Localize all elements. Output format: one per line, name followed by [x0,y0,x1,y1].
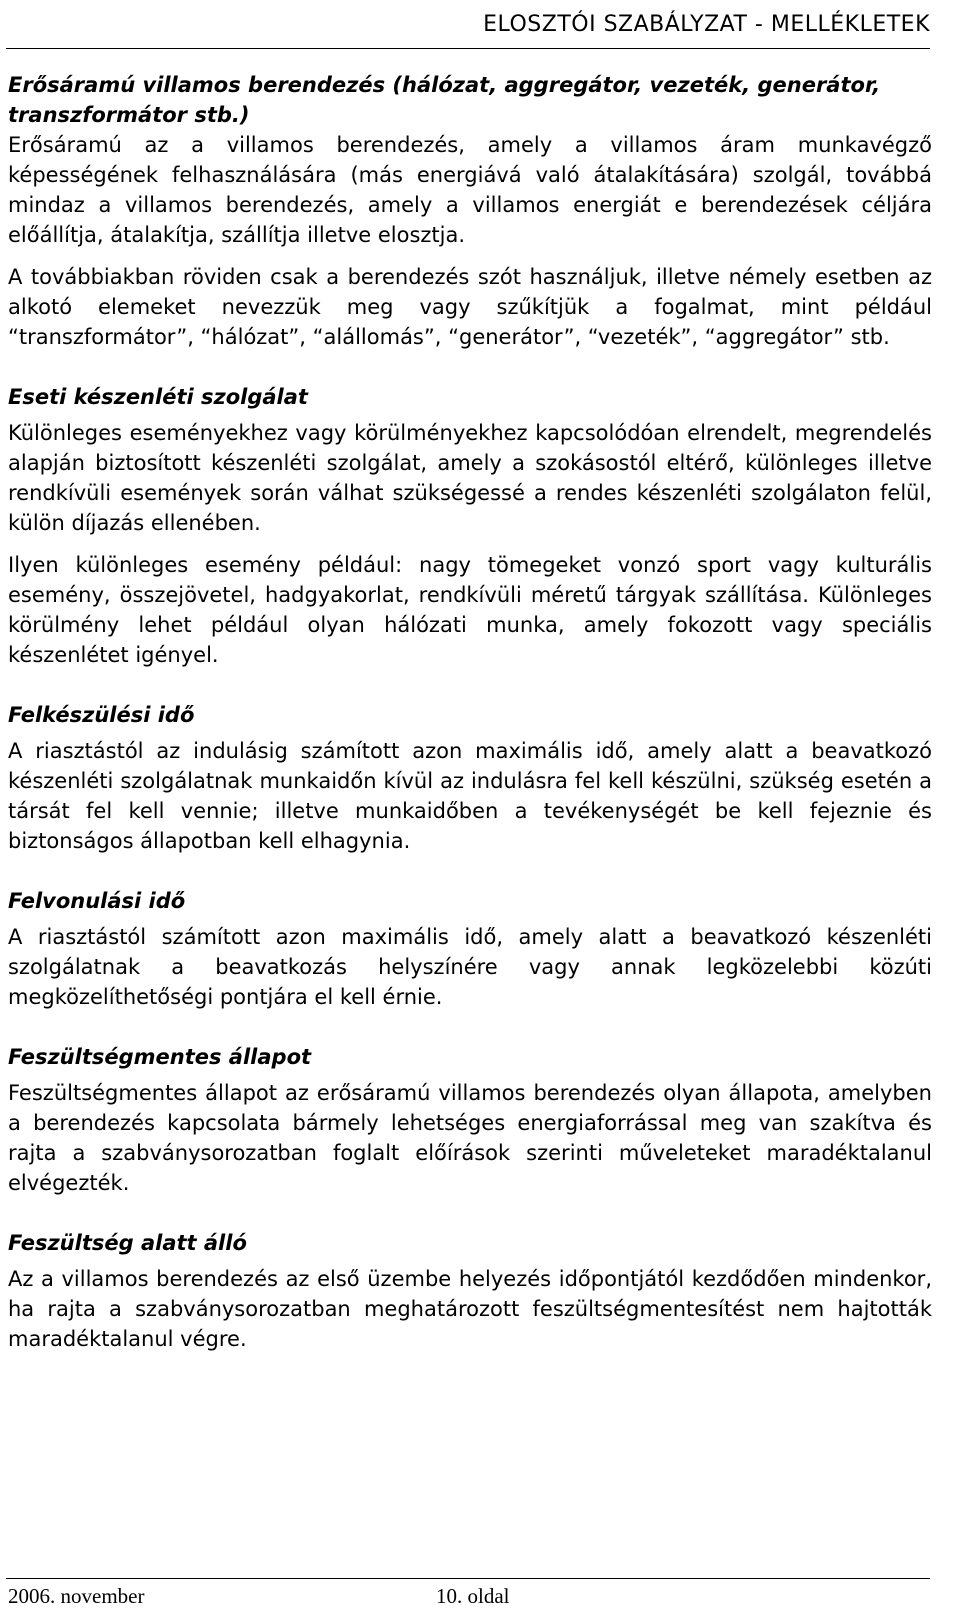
document-body [8,70,932,1354]
page-number: 10. oldal [436,1584,510,1608]
footer-date: 2006. november [8,1584,145,1608]
document-header: ELOSZTÓI SZABÁLYZAT - MELLÉKLETEK [483,12,930,37]
footer-rule [6,1578,930,1579]
paragraph: A riasztástól számított azon maximális idő, amely alatt a beavatkozó készenléti szolgálatnak a beavatkozás helyszínére vagy annak legközelebbi közúti megközelíthetőségi pontjára el kell érnie. [8,925,932,1009]
section-title-eseti: Eseti készenléti szolgálat [8,385,308,409]
header-rule [6,48,930,49]
paragraph: Különleges eseményekhez vagy körülményekhez kapcsolódóan elrendelt, megrendelés alapján biztosított készenléti szolgálat, amely a szokásostól eltérő, különleges illetve rendkívüli események során válhat szükségessé a rendes készenléti szolgálaton felül, külön díjazás ellenében. [8,421,932,535]
paragraph: A riasztástól az indulásig számított azon maximális idő, amely alatt a beavatkozó készenléti szolgálatnak munkaidőn kívül az indulásra fel kell készülni, szükség esetén a társát fel kell vennie; illetve munkaidőben a tevékenységét be kell fejeznie és biztonságos állapotban kell elhagynia. [8,739,932,853]
section-title-felkeszulesi: Felkészülési idő [8,703,195,727]
section-title-feszultsegmentes: Feszültségmentes állapot [8,1045,312,1069]
paragraph: Az a villamos berendezés az első üzembe helyezés időpontjától kezdődően mindenkor, ha rajta a szabványsorozatban meghatározott feszültségmentesítést nem hajtották maradéktalanul végre. [8,1267,932,1351]
paragraph: Ilyen különleges esemény például: nagy tömegeket vonzó sport vagy kulturális esemény, összejövetel, hadgyakorlat, rendkívüli méretű tárgyak szállítása. Különleges körülmény lehet például olyan hálózati munka, amely fokozott vagy speciális készenlétet igényel. [8,553,932,667]
paragraph: Feszültségmentes állapot az erősáramú villamos berendezés olyan állapota, amelyben a berendezés kapcsolata bármely lehetséges energiaforrással meg van szakítva és rajta a szabványsorozatban foglalt előírások szerinti műveleteket maradéktalanul elvégezték. [8,1081,932,1195]
section-title-eros: Erősáramú villamos berendezés (hálózat, aggregátor, vezeték, generátor, transzformátor stb.) [8,73,881,127]
paragraph: Erősáramú az a villamos berendezés, amely a villamos áram munkavégző képességének felhasználására (más energiává való átalakítására) szolgál, továbbá mindaz a villamos berendezés, amely a villamos energiát e berendezések céljára előállítja, átalakítja, szállítja illetve elosztja. [8,133,932,247]
paragraph: A továbbiakban röviden csak a berendezés szót használjuk, illetve némely esetben az alkotó elemeket nevezzük meg vagy szűkítjük a fogalmat, mint például “transzformátor”, “hálózat”, “alállomás”, “generátor”, “vezeték”, “aggregátor” stb. [8,265,932,349]
section-title-felvonulasi: Felvonulási idő [8,889,186,913]
section-title-feszultseg-alatt: Feszültség alatt álló [8,1231,247,1255]
